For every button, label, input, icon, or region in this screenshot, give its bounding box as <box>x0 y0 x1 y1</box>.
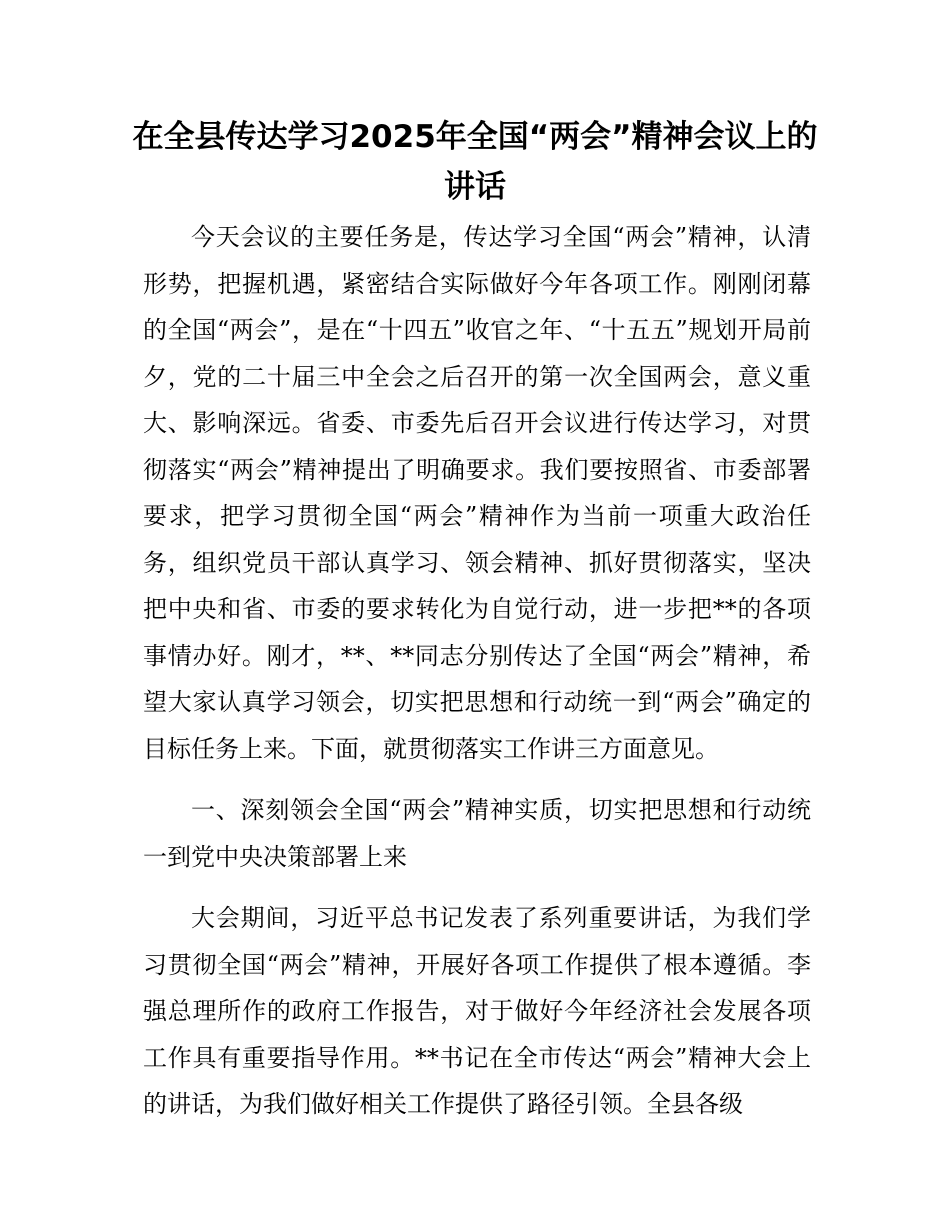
document-title: 在全县传达学习2025年全国“两会”精神会议上的讲话 <box>132 119 818 205</box>
paragraph-section-1: 大会期间，习近平总书记发表了系列重要讲话，为我们学习贯彻全国“两会”精神，开展好各项工作提供了根本遵循。李强总理所作的政府工作报告，对于做好今年经济社会发展各项工作具有重要指导作用。**书记在全市传达“两会”精神大会上的讲话，为我们做好相关工作提供了路径引领。全县各级 <box>143 904 811 1118</box>
paragraph-intro: 今天会议的主要任务是，传达学习全国“两会”精神，认清形势，把握机遇，紧密结合实际做好今年各项工作。刚刚闭幕的全国“两会”，是在“十四五”收官之年、“十五五”规划开局前夕，党的二十届三中全会之后召开的第一次全国两会，意义重大、影响深远。省委、市委先后召开会议进行传达学习，对贯彻落实“两会”精神提出了明确要求。我们要按照省、市委部署要求，把学习贯彻全国“两会”精神作为当前一项重大政治任务，组织党员干部认真学习、领会精神、抓好贯彻落实，坚决把中央和省、市委的要求转化为自觉行动，进一步把**的各项事情办好。刚才，**、**同志分别传达了全国“两会”精神，希望大家认真学习领会，切实把思想和行动统一到“两会”确定的目标任务上来。下面，就贯彻落实工作讲三方面意见。 <box>143 223 811 763</box>
document-body <box>143 214 811 1143</box>
section-heading-1: 一、深刻领会全国“两会”精神实质，切实把思想和行动统一到党中央决策部署上来 <box>143 796 811 871</box>
